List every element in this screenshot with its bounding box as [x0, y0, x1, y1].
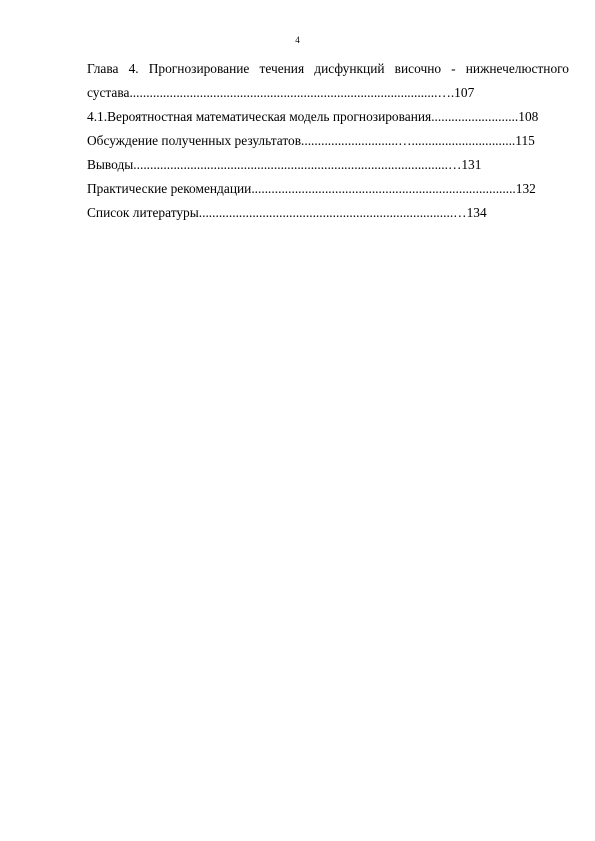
toc-entry-recommendations: Практические рекомендации...............................................................................132 — [87, 181, 536, 196]
toc-entry-conclusions: Выводы..............................................................................................…131 — [87, 157, 482, 172]
toc-entry-chapter-4-title: Глава 4. Прогнозирование течения дисфункций височно - нижнечелюстного — [87, 61, 569, 76]
page-number: 4 — [295, 35, 300, 45]
toc-entry-references: Список литературы............................................................................…134 — [87, 205, 487, 220]
table-of-contents — [87, 57, 569, 225]
toc-entry-chapter-4-continuation: сустава............................................................................................….107 — [87, 85, 475, 100]
toc-entry-discussion: Обсуждение полученных результатов.............................…...............................115 — [87, 133, 535, 148]
toc-entry-section-4-1: 4.1.Вероятностная математическая модель прогнозирования..........................108 — [87, 109, 539, 124]
